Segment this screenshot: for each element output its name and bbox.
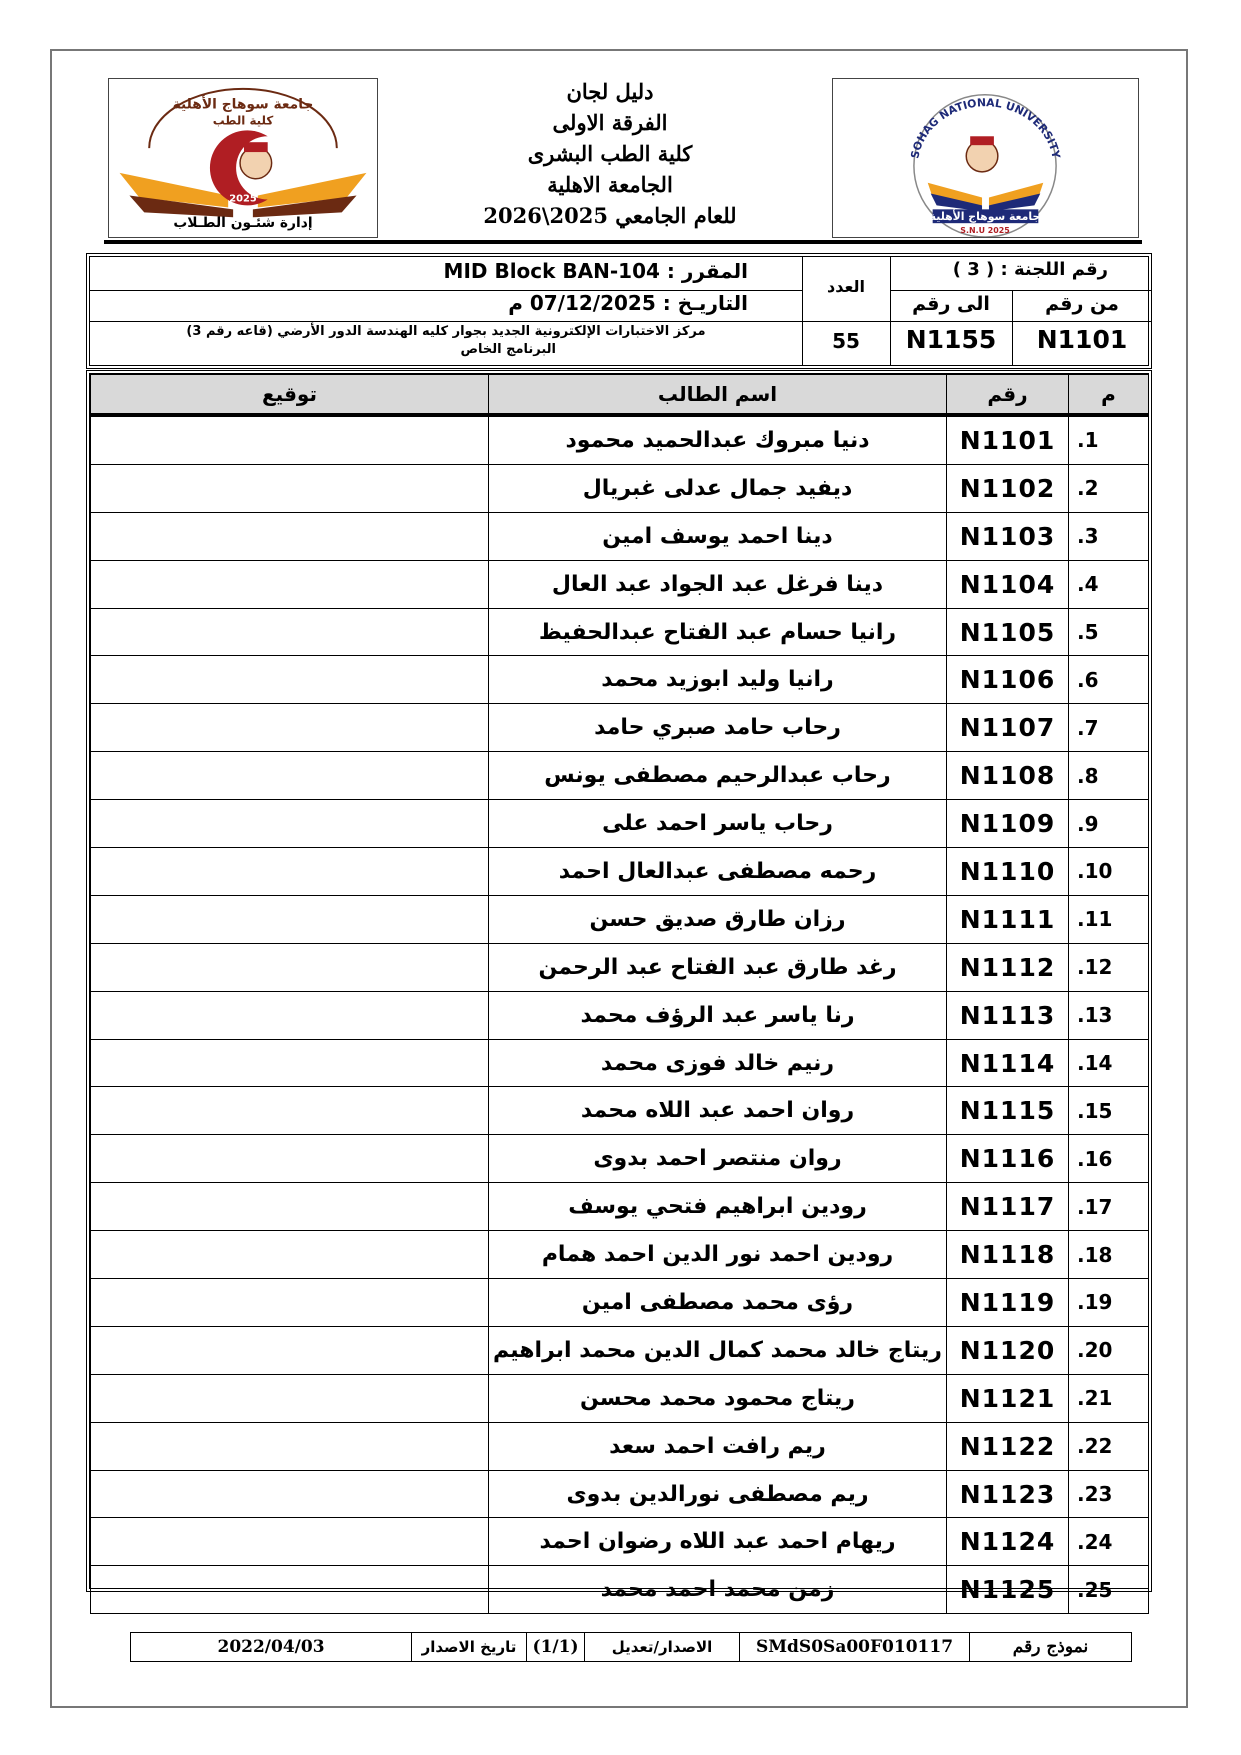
to-value: N1155 (905, 325, 997, 354)
table-row (91, 943, 1149, 991)
row-student-name: رانيا حسام عبد الفتاح عبدالحفيظ (489, 608, 947, 656)
date-label: التاريـخ : (662, 291, 748, 315)
document-header (420, 76, 800, 231)
row-index: 23. (1069, 1470, 1149, 1518)
row-signature-cell[interactable] (91, 1518, 489, 1566)
row-signature-cell[interactable] (91, 464, 489, 512)
location-line-2: البرنامج الخاص (460, 342, 556, 357)
row-signature-cell[interactable] (91, 704, 489, 752)
row-student-number: N1124 (947, 1518, 1069, 1566)
table-row (91, 1039, 1149, 1087)
row-student-number: N1113 (947, 991, 1069, 1039)
table-row (91, 656, 1149, 704)
row-index: 1. (1069, 415, 1149, 464)
row-student-name: ديفيد جمال عدلى غبريال (489, 464, 947, 512)
faculty-logo (108, 78, 378, 238)
row-index: 8. (1069, 752, 1149, 800)
row-student-name: رغد طارق عبد الفتاح عبد الرحمن (489, 943, 947, 991)
row-student-number: N1117 (947, 1183, 1069, 1231)
row-signature-cell[interactable] (91, 1087, 489, 1135)
row-signature-cell[interactable] (91, 800, 489, 848)
row-student-name: رحاب عبدالرحيم مصطفى يونس (489, 752, 947, 800)
table-row (91, 800, 1149, 848)
table-row (91, 1470, 1149, 1518)
row-student-number: N1121 (947, 1374, 1069, 1422)
table-header-row (91, 375, 1149, 416)
location-line-1: مركز الاختبارات الإلكترونية الجديد بجوار كليه الهندسة الدور الأرضي (قاعه رقم 3) (186, 324, 706, 339)
row-index: 18. (1069, 1231, 1149, 1279)
row-student-name: رحاب ياسر احمد على (489, 800, 947, 848)
row-index: 10. (1069, 848, 1149, 896)
footer-form-value: SMdS0Sa00F010117 (739, 1633, 969, 1661)
header-student-name: اسم الطالب (489, 375, 947, 416)
row-index: 4. (1069, 560, 1149, 608)
row-student-name: رنيم خالد فوزى محمد (489, 1039, 947, 1087)
row-signature-cell[interactable] (91, 848, 489, 896)
from-value: N1101 (1036, 325, 1128, 354)
table-row (91, 848, 1149, 896)
header-line-guide: دليل لجان (566, 79, 654, 104)
table-row (91, 512, 1149, 560)
date-line (508, 291, 748, 315)
row-student-number: N1107 (947, 704, 1069, 752)
faculty-logo-image (109, 79, 377, 237)
row-index: 11. (1069, 895, 1149, 943)
table-row (91, 1279, 1149, 1327)
row-index: 7. (1069, 704, 1149, 752)
table-row (91, 464, 1149, 512)
row-student-name: ريم رافت احمد سعد (489, 1422, 947, 1470)
row-student-number: N1125 (947, 1566, 1069, 1614)
faculty-logo-bottom-text: إدارة شئـون الطـلاب (173, 215, 313, 232)
table-row (91, 1135, 1149, 1183)
row-index: 14. (1069, 1039, 1149, 1087)
row-student-name: روان منتصر احمد بدوى (489, 1135, 947, 1183)
committee-label: رقم اللجنة : ( 3 ) (952, 259, 1108, 280)
header-number: رقم (947, 375, 1069, 416)
university-logo-sub-text: S.N.U 2025 (960, 226, 1010, 236)
row-student-number: N1122 (947, 1422, 1069, 1470)
row-student-name: دينا احمد يوسف امين (489, 512, 947, 560)
footer-form-label: نموذج رقم (969, 1633, 1131, 1661)
row-signature-cell[interactable] (91, 560, 489, 608)
university-logo-bottom-text: جامعة سوهاج الأهلية (929, 210, 1041, 224)
row-student-number: N1101 (947, 415, 1069, 464)
row-index: 13. (1069, 991, 1149, 1039)
row-student-name: ريتاج محمود محمد محسن (489, 1374, 947, 1422)
row-student-number: N1108 (947, 752, 1069, 800)
row-student-number: N1109 (947, 800, 1069, 848)
row-student-number: N1120 (947, 1326, 1069, 1374)
location-text (96, 323, 796, 359)
faculty-logo-top-text: جامعة سوهاج الأهلية (172, 96, 314, 113)
row-index: 2. (1069, 464, 1149, 512)
table-row (91, 1087, 1149, 1135)
row-student-number: N1111 (947, 895, 1069, 943)
table-row (91, 415, 1149, 464)
table-row (91, 1183, 1149, 1231)
faculty-logo-year: 2025 (229, 193, 257, 205)
table-row (91, 1374, 1149, 1422)
row-student-name: ريم مصطفى نورالدين بدوى (489, 1470, 947, 1518)
row-student-number: N1110 (947, 848, 1069, 896)
row-student-number: N1114 (947, 1039, 1069, 1087)
row-index: 6. (1069, 656, 1149, 704)
row-student-name: زمن محمد احمد محمد (489, 1566, 947, 1614)
row-student-number: N1118 (947, 1231, 1069, 1279)
row-index: 3. (1069, 512, 1149, 560)
university-logo (832, 78, 1139, 238)
table-row (91, 991, 1149, 1039)
header-divider (104, 240, 1142, 244)
row-student-number: N1106 (947, 656, 1069, 704)
row-student-number: N1103 (947, 512, 1069, 560)
from-label: من رقم (1045, 293, 1119, 315)
row-signature-cell[interactable] (91, 512, 489, 560)
header-signature: توقيع (91, 375, 489, 416)
course-label: المقرر : (666, 259, 748, 283)
row-signature-cell[interactable] (91, 943, 489, 991)
students-table-container (86, 370, 1152, 1605)
row-index: 22. (1069, 1422, 1149, 1470)
row-student-number: N1112 (947, 943, 1069, 991)
row-student-name: رانيا وليد ابوزيد محمد (489, 656, 947, 704)
row-index: 5. (1069, 608, 1149, 656)
row-index: 20. (1069, 1326, 1149, 1374)
row-signature-cell[interactable] (91, 1183, 489, 1231)
row-signature-cell[interactable] (91, 752, 489, 800)
row-signature-cell[interactable] (91, 1135, 489, 1183)
row-student-name: رحاب حامد صبري حامد (489, 704, 947, 752)
row-student-name: رزان طارق صديق حسن (489, 895, 947, 943)
row-student-name: دينا فرغل عبد الجواد عبد العال (489, 560, 947, 608)
row-index: 16. (1069, 1135, 1149, 1183)
table-row (91, 895, 1149, 943)
row-student-number: N1116 (947, 1135, 1069, 1183)
row-student-number: N1104 (947, 560, 1069, 608)
row-signature-cell[interactable] (91, 991, 489, 1039)
table-row (91, 752, 1149, 800)
row-index: 24. (1069, 1518, 1149, 1566)
table-row (91, 560, 1149, 608)
row-student-name: رودين احمد نور الدين احمد همام (489, 1231, 947, 1279)
row-student-name: ريتاج خالد محمد كمال الدين محمد ابراهيم (489, 1326, 947, 1374)
row-signature-cell[interactable] (91, 895, 489, 943)
row-student-number: N1105 (947, 608, 1069, 656)
row-index: 17. (1069, 1183, 1149, 1231)
row-signature-cell[interactable] (91, 1470, 489, 1518)
exam-info-box (86, 253, 1152, 369)
row-student-number: N1115 (947, 1087, 1069, 1135)
table-row (91, 704, 1149, 752)
table-row (91, 1231, 1149, 1279)
header-line-academic-year: للعام الجامعي 2025\2026 (483, 203, 737, 228)
row-student-number: N1102 (947, 464, 1069, 512)
row-student-name: رحمه مصطفى عبدالعال احمد (489, 848, 947, 896)
footer-edition-value: (1/1) (526, 1633, 584, 1661)
row-student-number: N1123 (947, 1470, 1069, 1518)
row-signature-cell[interactable] (91, 1039, 489, 1087)
footer-date-label: تاريخ الاصدار (411, 1633, 526, 1661)
row-signature-cell[interactable] (91, 415, 489, 464)
count-label: العدد (827, 277, 865, 296)
footer-edition-label: الاصدار/تعديل (584, 1633, 739, 1661)
table-row (91, 1422, 1149, 1470)
row-student-name: رودين ابراهيم فتحي يوسف (489, 1183, 947, 1231)
row-index: 21. (1069, 1374, 1149, 1422)
row-signature-cell[interactable] (91, 1374, 489, 1422)
header-line-faculty: كلية الطب البشرى (527, 141, 693, 166)
table-row (91, 1566, 1149, 1614)
course-line (444, 259, 748, 283)
row-signature-cell[interactable] (91, 608, 489, 656)
header-line-year-level: الفرقة الاولى (552, 110, 668, 135)
course-value: MID Block BAN-104 (443, 259, 660, 283)
row-signature-cell[interactable] (91, 656, 489, 704)
row-student-name: روان احمد عبد اللاه محمد (489, 1087, 947, 1135)
row-student-name: دنيا مبروك عبدالحميد محمود (489, 415, 947, 464)
footer-date-value: 2022/04/03 (217, 1637, 325, 1657)
header-line-university: الجامعة الاهلية (547, 172, 673, 197)
header-index: م (1069, 375, 1149, 416)
row-index: 19. (1069, 1279, 1149, 1327)
row-signature-cell[interactable] (91, 1422, 489, 1470)
to-label: الى رقم (912, 293, 990, 315)
row-index: 9. (1069, 800, 1149, 848)
count-value: 55 (832, 329, 860, 353)
row-signature-cell[interactable] (91, 1566, 489, 1614)
row-signature-cell[interactable] (91, 1231, 489, 1279)
table-row (91, 1518, 1149, 1566)
row-signature-cell[interactable] (91, 1326, 489, 1374)
row-student-name: رؤى محمد مصطفى امين (489, 1279, 947, 1327)
row-index: 25. (1069, 1566, 1149, 1614)
table-row (91, 1326, 1149, 1374)
row-index: 12. (1069, 943, 1149, 991)
faculty-logo-sub-text: كلية الطب (212, 113, 274, 128)
row-student-name: رنا ياسر عبد الرؤف محمد (489, 991, 947, 1039)
row-signature-cell[interactable] (91, 1279, 489, 1327)
university-logo-arc-text: SOHAG NATIONAL UNIVERSITY (908, 96, 1063, 160)
form-footer (130, 1632, 1132, 1662)
date-value: 07/12/2025 م (508, 291, 656, 315)
row-index: 15. (1069, 1087, 1149, 1135)
table-row (91, 608, 1149, 656)
students-table (90, 374, 1149, 1614)
row-student-name: ريهام احمد عبد اللاه رضوان احمد (489, 1518, 947, 1566)
row-student-number: N1119 (947, 1279, 1069, 1327)
university-logo-image (833, 79, 1138, 237)
